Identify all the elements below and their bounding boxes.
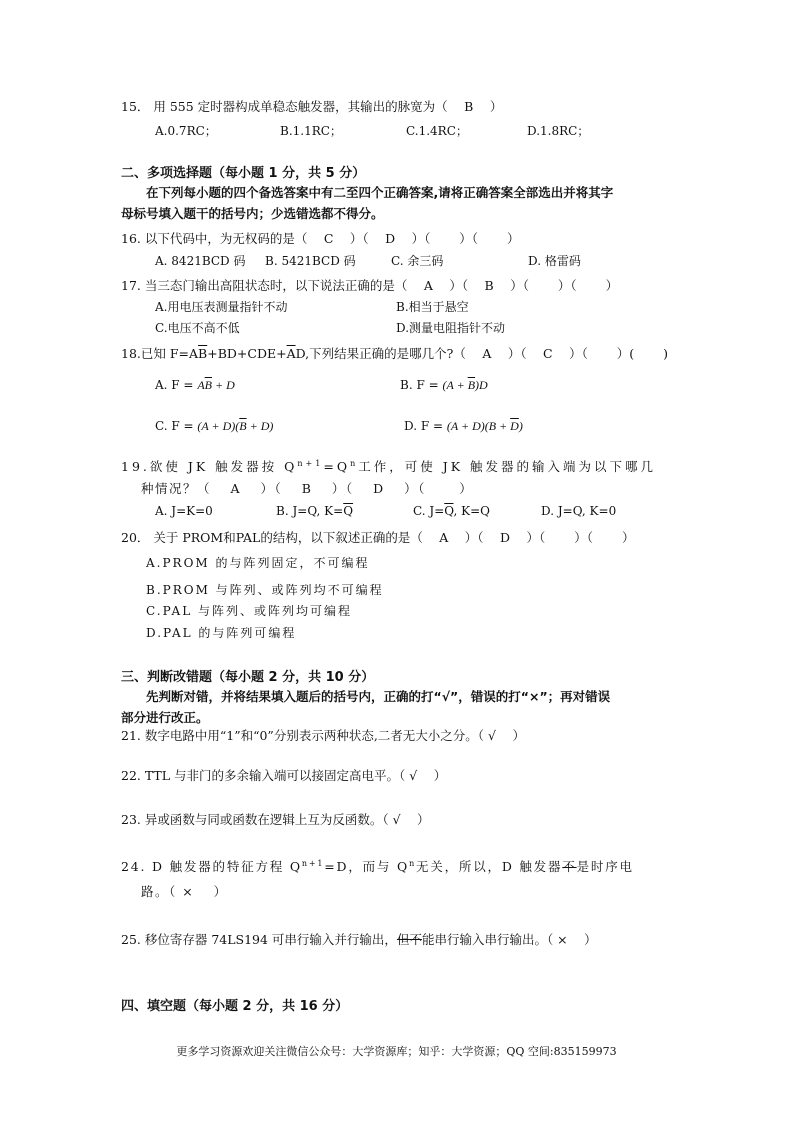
q19-option-d: D. J=Q, K=0 (541, 504, 617, 518)
q19-line1-sup2: n (350, 459, 359, 468)
q25-pre: 25. 移位寄存器 74LS194 可串行输入并行输出， (121, 932, 397, 947)
q19-option-c-post: , K=Q (453, 504, 490, 518)
q20-option-d: D.PAL 的与阵列可编程 (146, 626, 297, 640)
q20-option-c: C.PAL 与阵列、或阵列均可编程 (146, 604, 352, 618)
q15-option-c: C.1.4RC； (406, 124, 468, 138)
q18-option-c (155, 418, 273, 434)
q25-post: 能串行输入串行输出。（ × ） (421, 932, 597, 947)
q24-struck-word: 不 (562, 859, 577, 875)
q16-option-b: B. 5421BCD 码 (265, 254, 356, 268)
section-3-title: 三、判断改错题（每小题 2 分，共 10 分） (121, 670, 375, 685)
section-4-title: 四、填空题（每小题 2 分，共 16 分） (121, 999, 349, 1014)
q24-mid2: 无关，所以，D 触发器 (416, 859, 563, 875)
q17-option-c: C.电压不高不低 (155, 321, 240, 335)
q15-option-d: D.1.8RC； (527, 124, 590, 138)
q25 (121, 932, 597, 948)
q17-option-a: A.用电压表测量指针不动 (155, 300, 288, 314)
q20-stem: 20． 关于 PROM和PAL的结构，以下叙述正确的是（ A ）（ D ）（ ）（ ） (121, 530, 635, 545)
q18-prefix: 18.已知 F=A (121, 346, 199, 361)
q15-option-a: A.0.7RC； (155, 124, 217, 138)
q19-line1-pre: 19.欲使 JK 触发器按 Q (121, 459, 298, 475)
q18-option-b-label: B. F = (400, 378, 439, 392)
q24-sup2: n (409, 859, 417, 868)
q17-stem: 17. 当三态门输出高阻状态时，以下说法正确的是（ A ）（ B ）（ ）（ ） (121, 278, 619, 293)
section-3-instruction-2: 部分进行改正。 (121, 710, 209, 725)
q18-option-b (400, 377, 488, 393)
q23: 23. 异或函数与同或函数在逻辑上互为反函数。（ √ ） (121, 812, 430, 827)
section-3-instruction-1: 先判断对错，并将结果填入题后的括号内，正确的打“√”，错误的打“×”；再对错误 (146, 689, 611, 704)
section-2-title: 二、多项选择题（每小题 1 分，共 5 分） (121, 166, 366, 181)
q19-option-a: A. J=K=0 (155, 504, 213, 518)
q17-option-b: B.相当于悬空 (396, 300, 469, 314)
q19-stem-line1 (121, 456, 656, 475)
q19-option-c-bar: $\overline{Q}$ (444, 504, 454, 518)
q20-option-a: A.PROM 的与阵列固定，不可编程 (146, 556, 370, 570)
q18-option-a-formula: $A\overline{B} + D$ (197, 378, 235, 392)
q24-post: 是时序电 (576, 859, 634, 875)
q18-option-d-formula: $(A + D)(B + \overline{D})$ (446, 419, 523, 433)
q21: 21. 数字电路中用“1”和“0”分别表示两种状态,二者无大小之分。（ √ ） (121, 728, 525, 743)
q18-suffix: D,下列结果正确的是哪几个?（ A ）（ C ）（ ）( ) (295, 346, 669, 361)
q18-option-b-formula: $(A + \overline{B})D$ (442, 378, 488, 392)
q22: 22. TTL 与非门的多余输入端可以接固定高电平。（ √ ） (121, 768, 447, 783)
q19-line1-post: =Q (323, 459, 351, 475)
q18-stem (121, 346, 668, 362)
q19-option-b-bar: $\overline{Q}$ (343, 504, 354, 518)
q19-line1-end: 工作，可使 JK 触发器的输入端为以下哪几 (358, 459, 657, 475)
q24-mid: =D，而与 Q (324, 859, 410, 875)
q19-option-b-text: B. J=Q, K= (276, 504, 344, 518)
page-footer: 更多学习资源欢迎关注微信公众号：大学资源库；知乎：大学资源；QQ 空间:835159973 (176, 1045, 617, 1058)
q18-option-d-label: D. F = (404, 419, 444, 433)
q19-line1-sup: n+1 (297, 459, 324, 468)
q16-stem: 16. 以下代码中，为无权码的是（ C ）（ D ）（ ）（ ） (121, 231, 520, 246)
q18-option-d (404, 418, 523, 434)
section-2-instruction-2: 母标号填入题干的括号内；少选错选都不得分。 (121, 206, 384, 221)
q19-option-b (276, 503, 353, 519)
section-2-instruction-1: 在下列每小题的四个备选答案中有二至四个正确答案,请将正确答案全部选出并将其字 (146, 185, 614, 200)
q19-option-c-pre: C. J= (413, 504, 445, 518)
q17-option-d: D.测量电阻指针不动 (396, 321, 506, 335)
q19-stem-line2: 种情况？（ A ）（ B ）（ D ）（ ） (141, 481, 474, 496)
q18-option-c-formula: $(A + D)(\overline{B} + D)$ (197, 419, 274, 433)
q15-option-b: B.1.1RC； (280, 124, 342, 138)
q24-line1 (121, 856, 634, 875)
q16-option-a: A. 8421BCD 码 (155, 254, 246, 268)
q18-option-a (155, 377, 235, 393)
q25-struck-word: 但不 (396, 932, 422, 947)
q24-pre: 24. D 触发器的特征方程 Q (121, 859, 302, 875)
q24-sup: n+1 (301, 859, 325, 868)
q15-stem: 15． 用 555 定时器构成单稳态触发器，其输出的脉宽为（ B ） (121, 99, 503, 114)
q18-mid: +BD+CDE+ (207, 346, 287, 361)
q18-option-c-label: C. F = (155, 419, 194, 433)
q18-a-bar: $\overline{A}$ (286, 346, 296, 361)
q18-option-a-label: A. F = (155, 378, 194, 392)
q16-option-d: D. 格雷码 (528, 254, 581, 268)
q20-option-b: B.PROM 与阵列、或阵列均不可编程 (146, 583, 384, 597)
q18-b-bar: $\overline{B}$ (198, 346, 208, 361)
q19-option-c (413, 503, 490, 519)
q24-line2: 路。（ × ） (141, 884, 228, 899)
q16-option-c: C. 余三码 (391, 254, 444, 268)
